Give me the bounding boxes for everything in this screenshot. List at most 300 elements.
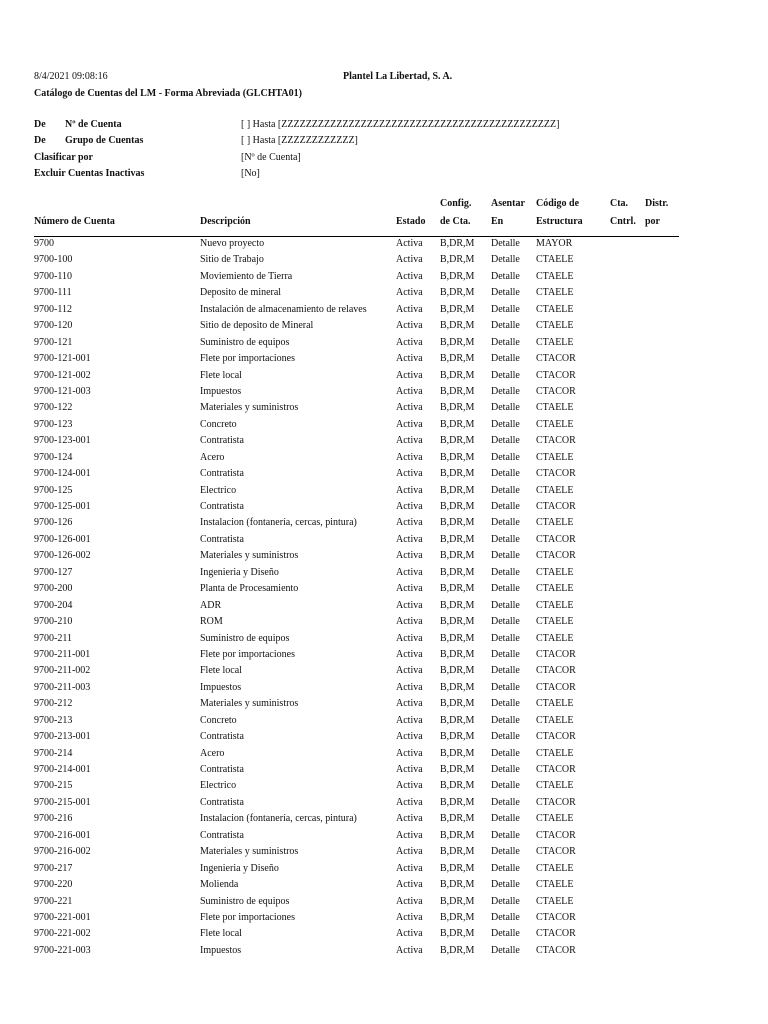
account-status: Activa: [396, 402, 423, 414]
structure-code: CTACOR: [536, 533, 576, 545]
param-value: [Nº de Cuenta]: [241, 152, 301, 163]
account-description: Contratista: [200, 501, 244, 512]
account-posting: Detalle: [491, 911, 520, 923]
account-status: Activa: [396, 238, 423, 249]
account-description: Impuestos: [200, 681, 242, 693]
account-number: 9700-221-002: [34, 928, 91, 940]
account-config: B,DR,M: [440, 616, 475, 628]
structure-code: CTAELE: [536, 632, 574, 644]
table-row: [0, 729, 768, 745]
account-number: 9700-110: [34, 270, 72, 282]
param-value: [No]: [241, 168, 260, 179]
account-number: 9700-123: [34, 418, 73, 430]
account-description: Flete local: [200, 369, 242, 381]
account-description: Ingenieria y Diseño: [200, 862, 279, 874]
account-status: Activa: [396, 780, 423, 792]
account-description: Deposito de mineral: [200, 287, 282, 299]
account-status: Activa: [396, 731, 423, 743]
account-description: ROM: [200, 616, 223, 628]
account-posting: Detalle: [491, 270, 520, 282]
structure-code: CTAELE: [536, 599, 574, 611]
col-descripcion: Descripción: [200, 216, 251, 227]
accounts-table: [0, 236, 768, 959]
account-description: Instalacion (fontanería, cercas, pintura): [200, 517, 357, 529]
account-config: B,DR,M: [440, 879, 475, 891]
account-number: 9700-211-002: [34, 665, 91, 677]
account-description: Contratista: [200, 796, 244, 808]
account-status: Activa: [396, 517, 423, 529]
account-number: 9700-215: [34, 780, 73, 792]
account-status: Activa: [396, 566, 423, 578]
structure-code: CTAELE: [536, 451, 574, 463]
param-name: Grupo de Cuentas: [65, 135, 144, 146]
account-posting: Detalle: [491, 303, 520, 315]
account-config: B,DR,M: [440, 681, 475, 693]
account-description: Contratista: [200, 829, 244, 841]
account-number: 9700-124: [34, 451, 73, 463]
table-row: [0, 581, 768, 597]
structure-code: CTAELE: [536, 698, 574, 710]
table-row: [0, 252, 768, 268]
table-row: [0, 368, 768, 384]
structure-code: CTAELE: [536, 813, 574, 825]
account-status: Activa: [396, 468, 423, 480]
account-config: B,DR,M: [440, 254, 475, 266]
account-status: Activa: [396, 616, 423, 628]
account-description: Sitio de deposito de Mineral: [200, 320, 314, 332]
account-posting: Detalle: [491, 879, 520, 891]
account-number: 9700-221: [34, 895, 73, 907]
account-config: B,DR,M: [440, 895, 475, 907]
account-number: 9700-216-001: [34, 829, 91, 841]
structure-code: CTAELE: [536, 714, 574, 726]
account-description: Flete local: [200, 928, 242, 940]
account-description: Suministro de equipos: [200, 632, 290, 644]
account-description: Materiales y suministros: [200, 550, 299, 562]
structure-code: CTAELE: [536, 254, 574, 266]
account-posting: Detalle: [491, 533, 520, 545]
col-cta-line2: Cntrl.: [610, 216, 636, 227]
account-number: 9700: [34, 238, 54, 249]
col-codigo-line2: Estructura: [536, 216, 583, 227]
account-number: 9700-123-001: [34, 435, 91, 447]
account-posting: Detalle: [491, 731, 520, 743]
structure-code: CTAELE: [536, 780, 574, 792]
table-row: [0, 778, 768, 794]
structure-code: CTACOR: [536, 944, 576, 956]
account-description: Suministro de equipos: [200, 336, 290, 348]
table-row: [0, 828, 768, 844]
account-number: 9700-124-001: [34, 468, 91, 480]
account-config: B,DR,M: [440, 648, 475, 660]
account-config: B,DR,M: [440, 928, 475, 940]
account-number: 9700-215-001: [34, 796, 91, 808]
account-config: B,DR,M: [440, 303, 475, 315]
param-label: De: [34, 119, 46, 130]
col-config-line1: Config.: [440, 198, 472, 209]
account-number: 9700-126-002: [34, 550, 91, 562]
table-row: [0, 713, 768, 729]
param-exclude-inactive: [34, 166, 734, 182]
account-description: Molienda: [200, 879, 239, 891]
account-number: 9700-125: [34, 484, 73, 496]
account-description: Flete local: [200, 665, 242, 677]
account-status: Activa: [396, 336, 423, 348]
account-posting: Detalle: [491, 369, 520, 381]
company-name: Plantel La Libertad, S. A.: [343, 71, 453, 82]
account-status: Activa: [396, 254, 423, 266]
account-config: B,DR,M: [440, 270, 475, 282]
col-numero-cuenta: Número de Cuenta: [34, 216, 115, 227]
table-row: [0, 532, 768, 548]
structure-code: CTACOR: [536, 681, 576, 693]
account-config: B,DR,M: [440, 566, 475, 578]
col-asentar-line1: Asentar: [491, 198, 525, 209]
account-config: B,DR,M: [440, 402, 475, 414]
account-number: 9700-121-002: [34, 369, 91, 381]
account-number: 9700-120: [34, 320, 73, 332]
account-config: B,DR,M: [440, 747, 475, 759]
account-number: 9700-200: [34, 583, 73, 595]
structure-code: CTACOR: [536, 665, 576, 677]
account-number: 9700-100: [34, 254, 73, 266]
account-posting: Detalle: [491, 796, 520, 808]
account-config: B,DR,M: [440, 862, 475, 874]
account-description: Sitio de Trabajo: [200, 254, 264, 266]
account-status: Activa: [396, 846, 423, 858]
structure-code: CTAELE: [536, 862, 574, 874]
structure-code: CTACOR: [536, 353, 576, 365]
table-row: [0, 746, 768, 762]
account-status: Activa: [396, 353, 423, 365]
account-posting: Detalle: [491, 599, 520, 611]
account-config: B,DR,M: [440, 501, 475, 512]
table-row: [0, 762, 768, 778]
account-status: Activa: [396, 796, 423, 808]
account-posting: Detalle: [491, 714, 520, 726]
account-config: B,DR,M: [440, 418, 475, 430]
account-description: ADR: [200, 599, 222, 611]
account-description: Materiales y suministros: [200, 846, 299, 858]
account-posting: Detalle: [491, 238, 520, 249]
account-description: Materiales y suministros: [200, 402, 299, 414]
table-row: [0, 663, 768, 679]
account-number: 9700-216: [34, 813, 73, 825]
account-posting: Detalle: [491, 616, 520, 628]
account-description: Contratista: [200, 468, 244, 480]
account-posting: Detalle: [491, 320, 520, 332]
table-row: [0, 910, 768, 926]
structure-code: MAYOR: [536, 238, 573, 249]
col-config-line2: de Cta.: [440, 216, 471, 227]
table-row: [0, 433, 768, 449]
account-config: B,DR,M: [440, 829, 475, 841]
table-row: [0, 515, 768, 531]
structure-code: CTACOR: [536, 550, 576, 562]
account-status: Activa: [396, 501, 423, 512]
table-row: [0, 351, 768, 367]
account-config: B,DR,M: [440, 780, 475, 792]
account-config: B,DR,M: [440, 353, 475, 365]
table-row: [0, 680, 768, 696]
table-row: [0, 269, 768, 285]
account-description: Contratista: [200, 435, 244, 447]
structure-code: CTAELE: [536, 402, 574, 414]
account-posting: Detalle: [491, 435, 520, 447]
account-description: Flete por importaciones: [200, 648, 295, 660]
table-row: [0, 565, 768, 581]
account-description: Instalación de almacenamiento de relaves: [200, 303, 367, 315]
account-status: Activa: [396, 665, 423, 677]
account-status: Activa: [396, 862, 423, 874]
account-config: B,DR,M: [440, 944, 475, 956]
param-label: De: [34, 135, 46, 146]
account-posting: Detalle: [491, 895, 520, 907]
structure-code: CTAELE: [536, 418, 574, 430]
account-posting: Detalle: [491, 698, 520, 710]
structure-code: CTACOR: [536, 369, 576, 381]
account-description: Impuestos: [200, 385, 242, 397]
account-number: 9700-122: [34, 402, 73, 414]
table-row: [0, 877, 768, 893]
account-status: Activa: [396, 550, 423, 562]
account-description: Instalacion (fontanería, cercas, pintura): [200, 813, 357, 825]
account-number: 9700-211-001: [34, 648, 91, 660]
table-row: [0, 631, 768, 647]
table-row: [0, 285, 768, 301]
account-description: Contratista: [200, 764, 244, 775]
account-posting: Detalle: [491, 336, 520, 348]
account-posting: Detalle: [491, 254, 520, 266]
report-datetime: 8/4/2021 09:08:16: [34, 71, 108, 82]
account-posting: Detalle: [491, 468, 520, 480]
account-status: Activa: [396, 484, 423, 496]
account-status: Activa: [396, 287, 423, 299]
account-status: Activa: [396, 583, 423, 595]
col-estado: Estado: [396, 216, 426, 227]
account-status: Activa: [396, 698, 423, 710]
table-row: [0, 499, 768, 515]
account-number: 9700-214-001: [34, 764, 91, 775]
table-row: [0, 384, 768, 400]
account-status: Activa: [396, 599, 423, 611]
col-distr-line2: por: [645, 216, 660, 227]
table-row: [0, 894, 768, 910]
structure-code: CTACOR: [536, 501, 576, 512]
table-row: [0, 450, 768, 466]
table-row: [0, 926, 768, 942]
structure-code: CTACOR: [536, 468, 576, 480]
account-status: Activa: [396, 747, 423, 759]
account-posting: Detalle: [491, 484, 520, 496]
account-status: Activa: [396, 879, 423, 891]
table-row: [0, 302, 768, 318]
account-posting: Detalle: [491, 780, 520, 792]
account-status: Activa: [396, 714, 423, 726]
account-number: 9700-217: [34, 862, 73, 874]
col-distr-line1: Distr.: [645, 198, 669, 209]
account-posting: Detalle: [491, 501, 520, 512]
account-description: Electrico: [200, 484, 237, 496]
table-row: [0, 844, 768, 860]
account-number: 9700-125-001: [34, 501, 91, 512]
account-status: Activa: [396, 369, 423, 381]
account-config: B,DR,M: [440, 813, 475, 825]
account-config: B,DR,M: [440, 665, 475, 677]
account-posting: Detalle: [491, 550, 520, 562]
account-status: Activa: [396, 829, 423, 841]
table-row: [0, 483, 768, 499]
account-config: B,DR,M: [440, 238, 475, 249]
account-number: 9700-213: [34, 714, 73, 726]
param-name: Nº de Cuenta: [65, 119, 122, 130]
structure-code: CTACOR: [536, 911, 576, 923]
account-posting: Detalle: [491, 829, 520, 841]
account-number: 9700-127: [34, 566, 73, 578]
structure-code: CTAELE: [536, 895, 574, 907]
account-config: B,DR,M: [440, 287, 475, 299]
account-status: Activa: [396, 270, 423, 282]
account-config: B,DR,M: [440, 731, 475, 743]
account-posting: Detalle: [491, 862, 520, 874]
account-status: Activa: [396, 813, 423, 825]
account-posting: Detalle: [491, 418, 520, 430]
account-status: Activa: [396, 451, 423, 463]
table-row: [0, 614, 768, 630]
account-status: Activa: [396, 435, 423, 447]
account-number: 9700-212: [34, 698, 73, 710]
account-number: 9700-211: [34, 632, 72, 644]
account-posting: Detalle: [491, 451, 520, 463]
account-posting: Detalle: [491, 287, 520, 299]
account-status: Activa: [396, 533, 423, 545]
account-posting: Detalle: [491, 764, 520, 775]
account-config: B,DR,M: [440, 599, 475, 611]
account-description: Impuestos: [200, 944, 242, 956]
account-description: Ingenieria y Diseño: [200, 566, 279, 578]
account-number: 9700-216-002: [34, 846, 91, 858]
col-codigo-line1: Código de: [536, 198, 580, 209]
table-row: [0, 236, 768, 252]
structure-code: CTACOR: [536, 829, 576, 841]
account-status: Activa: [396, 320, 423, 332]
account-config: B,DR,M: [440, 517, 475, 529]
table-row: [0, 318, 768, 334]
account-number: 9700-126-001: [34, 533, 91, 545]
account-posting: Detalle: [491, 665, 520, 677]
account-number: 9700-121-001: [34, 353, 91, 365]
structure-code: CTAELE: [536, 879, 574, 891]
account-posting: Detalle: [491, 813, 520, 825]
structure-code: CTAELE: [536, 287, 574, 299]
structure-code: CTAELE: [536, 566, 574, 578]
account-description: Acero: [200, 451, 225, 463]
structure-code: CTACOR: [536, 648, 576, 660]
account-config: B,DR,M: [440, 911, 475, 923]
structure-code: CTACOR: [536, 385, 576, 397]
table-row: [0, 466, 768, 482]
param-group-range: [34, 133, 734, 149]
structure-code: CTAELE: [536, 583, 574, 595]
account-status: Activa: [396, 385, 423, 397]
table-row: [0, 417, 768, 433]
table-row: [0, 335, 768, 351]
col-asentar-line2: En: [491, 216, 504, 227]
account-status: Activa: [396, 928, 423, 940]
account-posting: Detalle: [491, 681, 520, 693]
col-cta-line1: Cta.: [610, 198, 629, 209]
account-config: B,DR,M: [440, 583, 475, 595]
structure-code: CTAELE: [536, 484, 574, 496]
account-posting: Detalle: [491, 846, 520, 858]
structure-code: CTAELE: [536, 303, 574, 315]
account-posting: Detalle: [491, 566, 520, 578]
account-config: B,DR,M: [440, 533, 475, 545]
account-description: Concreto: [200, 714, 237, 726]
account-number: 9700-221-003: [34, 944, 91, 956]
account-posting: Detalle: [491, 944, 520, 956]
account-number: 9700-121-003: [34, 385, 91, 397]
structure-code: CTAELE: [536, 320, 574, 332]
account-number: 9700-112: [34, 303, 72, 315]
account-status: Activa: [396, 648, 423, 660]
account-status: Activa: [396, 944, 423, 956]
account-description: Acero: [200, 747, 225, 759]
param-label: Clasificar por: [34, 152, 93, 163]
account-description: Planta de Procesamiento: [200, 583, 299, 595]
table-row: [0, 861, 768, 877]
account-number: 9700-121: [34, 336, 73, 348]
structure-code: CTACOR: [536, 435, 576, 447]
param-value: [ ] Hasta [ZZZZZZZZZZZZ]: [241, 135, 358, 146]
account-config: B,DR,M: [440, 468, 475, 480]
table-row: [0, 548, 768, 564]
account-config: B,DR,M: [440, 451, 475, 463]
account-status: Activa: [396, 632, 423, 644]
account-config: B,DR,M: [440, 336, 475, 348]
table-row: [0, 400, 768, 416]
account-number: 9700-111: [34, 287, 72, 299]
table-row: [0, 795, 768, 811]
param-label: Excluir Cuentas Inactivas: [34, 168, 145, 179]
account-posting: Detalle: [491, 747, 520, 759]
account-number: 9700-211-003: [34, 681, 91, 693]
account-config: B,DR,M: [440, 846, 475, 858]
table-row: [0, 811, 768, 827]
account-number: 9700-214: [34, 747, 73, 759]
structure-code: CTACOR: [536, 846, 576, 858]
account-description: Concreto: [200, 418, 237, 430]
account-description: Flete por importaciones: [200, 353, 295, 365]
account-posting: Detalle: [491, 928, 520, 940]
table-row: [0, 647, 768, 663]
account-posting: Detalle: [491, 402, 520, 414]
account-number: 9700-220: [34, 879, 73, 891]
structure-code: CTAELE: [536, 270, 574, 282]
param-value: [ ] Hasta [ZZZZZZZZZZZZZZZZZZZZZZZZZZZZZZZZZZZZZZZZZZZZZ]: [241, 119, 560, 130]
account-number: 9700-204: [34, 599, 73, 611]
account-posting: Detalle: [491, 583, 520, 595]
account-status: Activa: [396, 681, 423, 693]
account-config: B,DR,M: [440, 385, 475, 397]
account-status: Activa: [396, 911, 423, 923]
param-sort-by: [34, 150, 734, 166]
account-config: B,DR,M: [440, 320, 475, 332]
structure-code: CTAELE: [536, 336, 574, 348]
account-description: Electrico: [200, 780, 237, 792]
account-status: Activa: [396, 303, 423, 315]
account-description: Contratista: [200, 533, 244, 545]
